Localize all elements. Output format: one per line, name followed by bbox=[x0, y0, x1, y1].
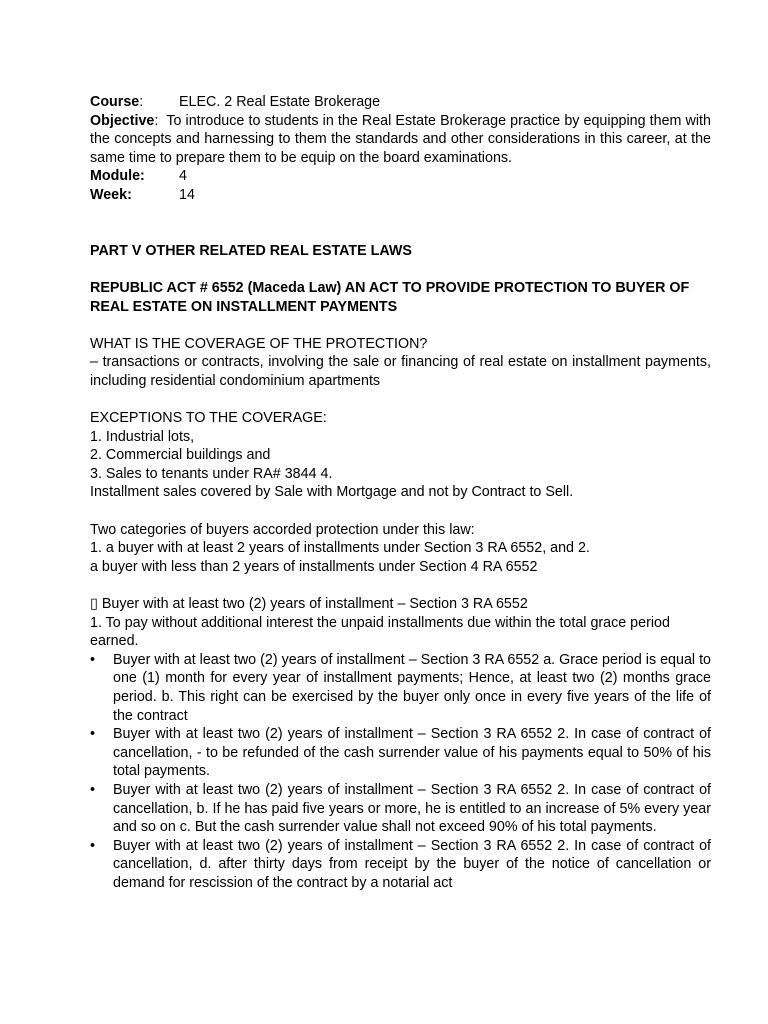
objective-text: To introduce to students in the Real Estate Brokerage practice by equipping them with the concepts and harnessing to them the standards and other considerations in this career, at the same time to prepare them to be equip on the board examinations. bbox=[90, 112, 711, 166]
spacer bbox=[90, 260, 711, 279]
module-row bbox=[90, 167, 711, 186]
section3-point1: 1. To pay without additional interest the unpaid installments due within the total grace period earned. bbox=[90, 614, 670, 650]
week-label: Week: bbox=[90, 186, 132, 203]
exception-item: 2. Commercial buildings and bbox=[90, 447, 271, 464]
course-value: ELEC. 2 Real Estate Brokerage bbox=[179, 94, 381, 110]
objective-label: Objective bbox=[90, 112, 155, 129]
course-label: Course: bbox=[90, 94, 144, 110]
list-item: • Buyer with at least two (2) years of installment – Section 3 RA 6552 2. In case of contract of cancellation, b. If he has paid five years or more, he is entitled to an increase of 5% every year and so on c. But the cash surrender value shall not exceed 90% of his total payments. bbox=[90, 781, 711, 837]
coverage-question: WHAT IS THE COVERAGE OF THE PROTECTION? bbox=[90, 335, 428, 352]
categories-intro: Two categories of buyers accorded protection under this law: bbox=[90, 521, 475, 538]
part-heading: PART V OTHER RELATED REAL ESTATE LAWS bbox=[90, 242, 412, 259]
module-value: 4 bbox=[179, 168, 187, 185]
document-body bbox=[90, 93, 711, 893]
spacer bbox=[90, 502, 711, 521]
course-row bbox=[90, 93, 711, 112]
list-item: • Buyer with at least two (2) years of installment – Section 3 RA 6552 2. In case of contract of cancellation, d. after thirty days from receipt by the buyer of the notice of cancellation or demand for rescission of the contract by a notarial act bbox=[90, 837, 711, 893]
spacer bbox=[90, 576, 711, 595]
week-row bbox=[90, 186, 711, 205]
exceptions-heading: EXCEPTIONS TO THE COVERAGE: bbox=[90, 410, 327, 427]
spacer bbox=[90, 316, 711, 335]
category-line: 1. a buyer with at least 2 years of installments under Section 3 RA 6552, and 2. bbox=[90, 540, 590, 557]
objective-paragraph: Objective: To introduce to students in the Real Estate Brokerage practice by equipping them with the concepts and harnessing to them the standards and other considerations in this career, at the same time to prepare them to be equip on the board examinations. bbox=[90, 112, 711, 166]
category-line: a buyer with less than 2 years of installments under Section 4 RA 6552 bbox=[90, 558, 538, 575]
spacer bbox=[90, 205, 711, 242]
module-label: Module: bbox=[90, 168, 145, 185]
coverage-answer: – transactions or contracts, involving the sale or financing of real estate on installment payments, including residential condominium apartments bbox=[90, 354, 711, 389]
act-heading: REPUBLIC ACT # 6552 (Maceda Law) AN ACT TO PROVIDE PROTECTION TO BUYER OF REAL ESTATE ON INSTALLMENT PAYMENTS bbox=[90, 279, 690, 315]
section3-heading: ▯ Buyer with at least two (2) years of installment – Section 3 RA 6552 bbox=[90, 596, 528, 613]
week-value: 14 bbox=[179, 186, 195, 203]
list-item: • Buyer with at least two (2) years of installment – Section 3 RA 6552 2. In case of contract of cancellation, - to be refunded of the cash surrender value of his payments equal to 50% of his total payments. bbox=[90, 725, 711, 781]
section3-bullet-list bbox=[90, 651, 711, 893]
exception-item: 3. Sales to tenants under RA# 3844 4. bbox=[90, 465, 333, 482]
list-item: • Buyer with at least two (2) years of installment – Section 3 RA 6552 a. Grace period is equal to one (1) month for every year of installment payments; Hence, at least two (2) months grace period. b. This right can be exercised by the buyer only once in every five years of the life of the contract bbox=[90, 651, 711, 725]
spacer bbox=[90, 391, 711, 410]
exception-item: Installment sales covered by Sale with Mortgage and not by Contract to Sell. bbox=[90, 484, 574, 501]
exception-item: 1. Industrial lots, bbox=[90, 428, 195, 445]
